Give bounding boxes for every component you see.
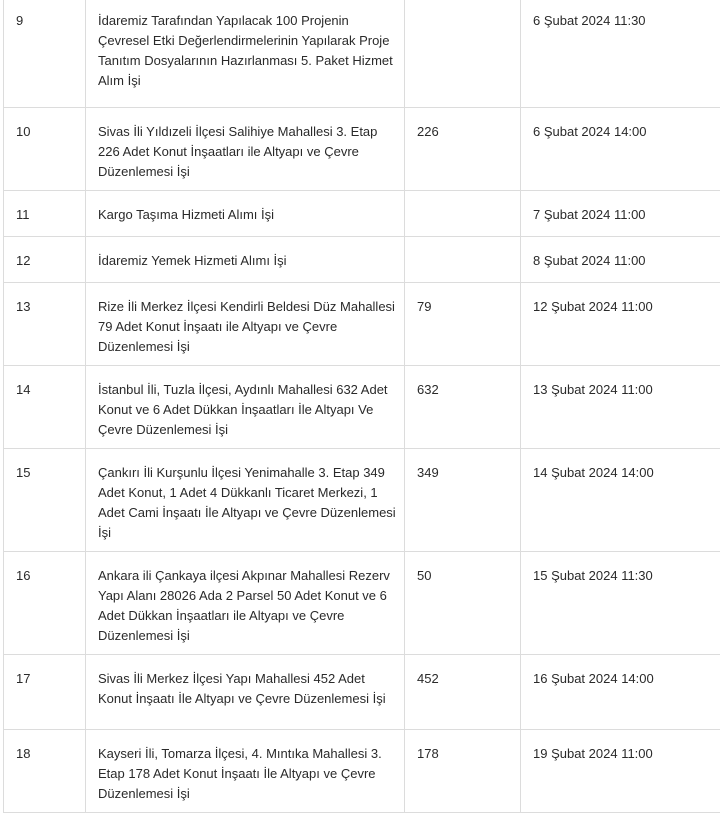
- tender-date: 6 Şubat 2024 14:00: [521, 108, 720, 191]
- table-row: [4, 108, 720, 191]
- tender-date: 15 Şubat 2024 11:30: [521, 552, 720, 655]
- tender-description: Ankara ili Çankaya ilçesi Akpınar Mahallesi Rezerv Yapı Alanı 28026 Ada 2 Parsel 50 Adet Konut ve 6 Adet Dükkan İnşaatları ile Altyapı ve Çevre Düzenlemesi İşi: [86, 552, 405, 655]
- table-row: [4, 191, 720, 237]
- tender-description: İdaremiz Tarafından Yapılacak 100 Projenin Çevresel Etki Değerlendirmelerinin Yapılarak Proje Tanıtım Dosyalarının Hazırlanması 5. Paket Hizmet Alım İşi: [86, 0, 405, 108]
- row-number: 17: [4, 655, 86, 730]
- row-number: 11: [4, 191, 86, 237]
- tender-date: 16 Şubat 2024 14:00: [521, 655, 720, 730]
- row-number: 14: [4, 366, 86, 449]
- tender-date: 19 Şubat 2024 11:00: [521, 730, 720, 813]
- tender-description: Çankırı İli Kurşunlu İlçesi Yenimahalle 3. Etap 349 Adet Konut, 1 Adet 4 Dükkanlı Ticaret Merkezi, 1 Adet Cami İnşaatı İle Altyapı ve Çevre Düzenlemesi İşi: [86, 449, 405, 552]
- table-row: [4, 283, 720, 366]
- tender-description: İstanbul İli, Tuzla İlçesi, Aydınlı Mahallesi 632 Adet Konut ve 6 Adet Dükkan İnşaatları İle Altyapı Ve Çevre Düzenlemesi İşi: [86, 366, 405, 449]
- tender-date: 7 Şubat 2024 11:00: [521, 191, 720, 237]
- tender-description: Sivas İli Merkez İlçesi Yapı Mahallesi 452 Adet Konut İnşaatı İle Altyapı ve Çevre Düzenlemesi İşi: [86, 655, 405, 730]
- housing-quantity: 452: [405, 655, 521, 730]
- housing-quantity: 178: [405, 730, 521, 813]
- table-row: [4, 449, 720, 552]
- tender-date: 8 Şubat 2024 11:00: [521, 237, 720, 283]
- housing-quantity: 632: [405, 366, 521, 449]
- tender-date: 13 Şubat 2024 11:00: [521, 366, 720, 449]
- row-number: 18: [4, 730, 86, 813]
- row-number: 9: [4, 0, 86, 108]
- table-row: [4, 366, 720, 449]
- tender-description: Kargo Taşıma Hizmeti Alımı İşi: [86, 191, 405, 237]
- row-number: 10: [4, 108, 86, 191]
- housing-quantity: 50: [405, 552, 521, 655]
- row-number: 16: [4, 552, 86, 655]
- housing-quantity: [405, 237, 521, 283]
- housing-quantity: [405, 0, 521, 108]
- tender-description: Sivas İli Yıldızeli İlçesi Salihiye Mahallesi 3. Etap 226 Adet Konut İnşaatları ile Altyapı ve Çevre Düzenlemesi İşi: [86, 108, 405, 191]
- table-row: [4, 237, 720, 283]
- table-row: [4, 552, 720, 655]
- tender-date: 6 Şubat 2024 11:30: [521, 0, 720, 108]
- tender-date: 12 Şubat 2024 11:00: [521, 283, 720, 366]
- row-number: 12: [4, 237, 86, 283]
- table-row: [4, 730, 720, 813]
- tender-date: 14 Şubat 2024 14:00: [521, 449, 720, 552]
- table-row: [4, 0, 720, 108]
- tender-description: Rize İli Merkez İlçesi Kendirli Beldesi Düz Mahallesi 79 Adet Konut İnşaatı ile Altyapı ve Çevre Düzenlemesi İşi: [86, 283, 405, 366]
- tender-description: İdaremiz Yemek Hizmeti Alımı İşi: [86, 237, 405, 283]
- housing-quantity: 226: [405, 108, 521, 191]
- row-number: 15: [4, 449, 86, 552]
- row-number: 13: [4, 283, 86, 366]
- tender-description: Kayseri İli, Tomarza İlçesi, 4. Mıntıka Mahallesi 3. Etap 178 Adet Konut İnşaatı İle Altyapı ve Çevre Düzenlemesi İşi: [86, 730, 405, 813]
- housing-quantity: 349: [405, 449, 521, 552]
- housing-quantity: [405, 191, 521, 237]
- tender-table: [3, 0, 720, 813]
- table-row: [4, 655, 720, 730]
- housing-quantity: 79: [405, 283, 521, 366]
